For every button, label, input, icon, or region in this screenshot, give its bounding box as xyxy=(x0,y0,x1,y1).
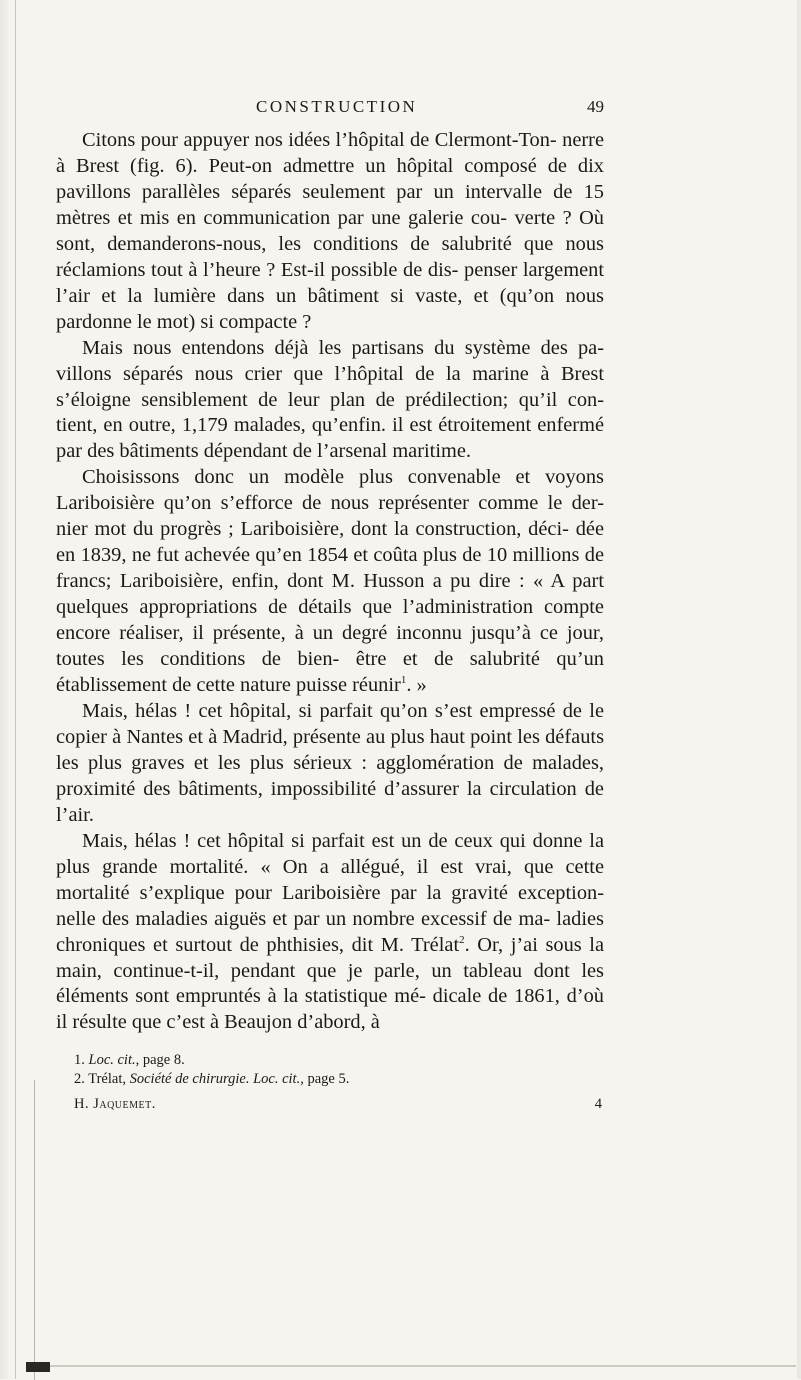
footnote-citation: Société de chirurgie. Loc. cit. xyxy=(129,1071,301,1087)
paragraph xyxy=(56,336,604,466)
paragraph xyxy=(56,128,604,336)
scan-edge-right xyxy=(797,0,801,1379)
scan-bottom-line xyxy=(36,1365,796,1367)
body-text xyxy=(56,128,604,1036)
running-head-title: CONSTRUCTION xyxy=(256,97,418,116)
footnote-number: 2. xyxy=(74,1071,85,1087)
paragraph-text: Mais, hélas ! cet hôpital si parfait est un de ceux qui donne la plus grande mortalité. « On a allégué, il est vrai, que cette mortalité s’explique pour Lariboisière par la gravité exception- nelle des maladies aiguës et par un nombre excessif de ma- ladies chroniques et surtout de phthisies, dit M. Trélat xyxy=(56,829,604,956)
sheet-number: 4 xyxy=(594,1096,602,1112)
footnote-author: Trélat, xyxy=(88,1071,130,1087)
footnote xyxy=(56,1051,604,1070)
footnote xyxy=(56,1070,604,1089)
signature-line xyxy=(56,1096,604,1116)
footnote-ref: 2 xyxy=(459,933,465,946)
paragraph-text: Mais, hélas ! cet hôpital, si parfait qu’on s’est empressé de le copier à Nantes et à Madrid, présente au plus haut point les défauts les plus graves et les plus sérieux : agglomération de malades, proximité des bâtiments, impossibilité d’assurer la circulation de l’air. xyxy=(56,699,604,826)
paragraph xyxy=(56,699,604,829)
scan-gutter-line-lower xyxy=(34,1080,35,1380)
running-head xyxy=(56,97,604,121)
paragraph xyxy=(56,465,604,699)
footnote-page: , page 8. xyxy=(135,1052,185,1068)
footnote-number: 1. xyxy=(74,1052,85,1068)
paragraph-tail: . » xyxy=(406,674,427,697)
footnote-page: , page 5. xyxy=(300,1071,350,1087)
author-signature: H. Jaquemet. xyxy=(74,1096,156,1112)
footnotes xyxy=(56,1051,604,1089)
scan-gutter-line xyxy=(15,0,16,1379)
page-number: 49 xyxy=(587,97,604,116)
paragraph-text: Mais nous entendons déjà les partisans du système des pa- villons séparés nous crier que l’hôpital de la marine à Brest s’éloigne sensiblement de leur plan de prédilection; qu’il con- tient, en outre, 1,179 malades, qu’enfin. il est étroitement enfermé par des bâtiments dépendant de l’arsenal maritime. xyxy=(56,336,604,463)
scan-shadow-left xyxy=(0,0,10,1379)
footnote-citation: Loc. cit. xyxy=(88,1052,136,1068)
paragraph-text: Citons pour appuyer nos idées l’hôpital de Clermont-Ton- nerre à Brest (fig. 6). Peut-on admettre un hôpital composé de dix pavillons parallèles séparés seulement par un intervalle de 15 mètres et mis en communication par une galerie cou- verte ? Où sont, demanderons-nous, les conditions de salubrité que nous réclamions tout à l’heure ? Est-il possible de dis- penser largement l’air et la lumière dans un bâtiment si vaste, et (qu’on nous pardonne le mot) si compacte ? xyxy=(56,129,604,333)
paragraph-tail: . Or, j’ai sous la main, continue-t-il, pendant que je parle, un tableau dont les éléments sont empruntés à la statistique mé- dicale de 1861, d’où il résulte que c’est à Beaujon d’abord, à xyxy=(56,933,605,1034)
scan-binding-mark xyxy=(26,1362,50,1372)
paragraph xyxy=(56,829,604,1037)
paragraph-text: Choisissons donc un modèle plus convenable et voyons Lariboisière qu’on s’efforce de nous représenter comme le der- nier mot du progrès ; Lariboisière, dont la construction, déci- dée en 1839, ne fut achevée qu’en 1854 et coûta plus de 10 millions de francs; Lariboisière, enfin, dont M. Husson a pu dire : « A part quelques appropriations de détails que l’administration compte encore réaliser, il présente, à un degré inconnu jusqu’à ce jour, toutes les conditions de bien- être et de salubrité qu’un établissement de cette nature puisse réunir xyxy=(56,466,604,697)
footnote-ref: 1 xyxy=(400,674,407,687)
